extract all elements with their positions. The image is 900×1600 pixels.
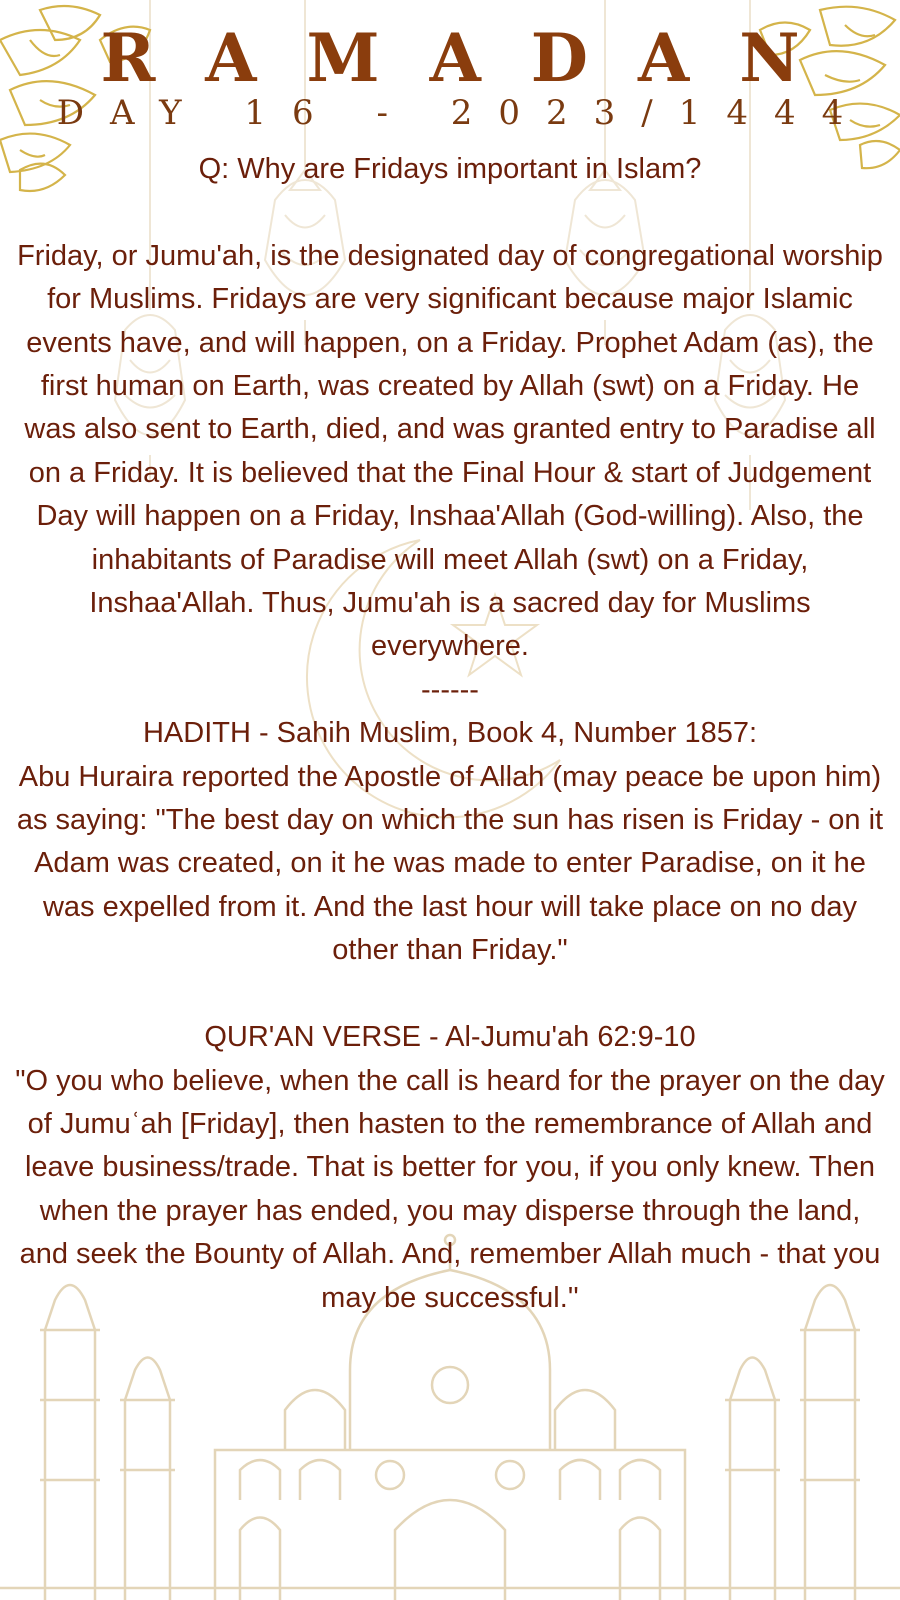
answer-paragraph: Friday, or Jumu'ah, is the designated day of congregational worship for Muslims. Fridays are very significant because major Islamic events have, and will happen, on a Friday. Prophet Adam (as), the first human on Earth, was created by Allah (swt) on a Friday. He was also sent to Earth, died, and was granted entry to Paradise all on a Friday. It is believed that the Final Hour & start of Judgement Day will happen on a Friday, Inshaa'Allah (God-willing). Also, the inhabitants of Paradise will meet Allah (swt) on a Friday, Inshaa'Allah. Thus, Jumu'ah is a sacred day for Muslims everywhere. (17, 239, 883, 663)
spacer (14, 191, 886, 234)
hadith-text: Abu Huraira reported the Apostle of Allah (may peace be upon him) as saying: "The best day on which the sun has risen is Friday - on it Adam was created, on it he was made to enter Paradise, on it he was expelled from it. And the last hour will take place on no day other than Friday." (16, 760, 884, 967)
hadith-heading: HADITH - Sahih Muslim, Book 4, Number 1857: (142, 717, 758, 750)
spacer (14, 973, 886, 1016)
quran-heading: QUR'AN VERSE - Al-Jumu'ah 62:9-10 (204, 1021, 696, 1054)
day-subtitle: DAY 16 - 2023/1444 (56, 93, 870, 133)
quran-text: "O you who believe, when the call is heard for the prayer on the day of Jumuʿah [Friday], then hasten to the remembrance of Allah and leave business/trade. That is better for you, if you only knew. Then when the prayer has ended, you may disperse through the land, and seek the Bounty of Allah. And, remember Allah much - that you may be successful.'' (15, 1064, 885, 1314)
page-title: RAMADAN (100, 19, 850, 97)
main-content (14, 148, 886, 1320)
question-text: Q: Why are Fridays important in Islam? (198, 153, 702, 185)
section-separator: ------ (421, 673, 479, 706)
